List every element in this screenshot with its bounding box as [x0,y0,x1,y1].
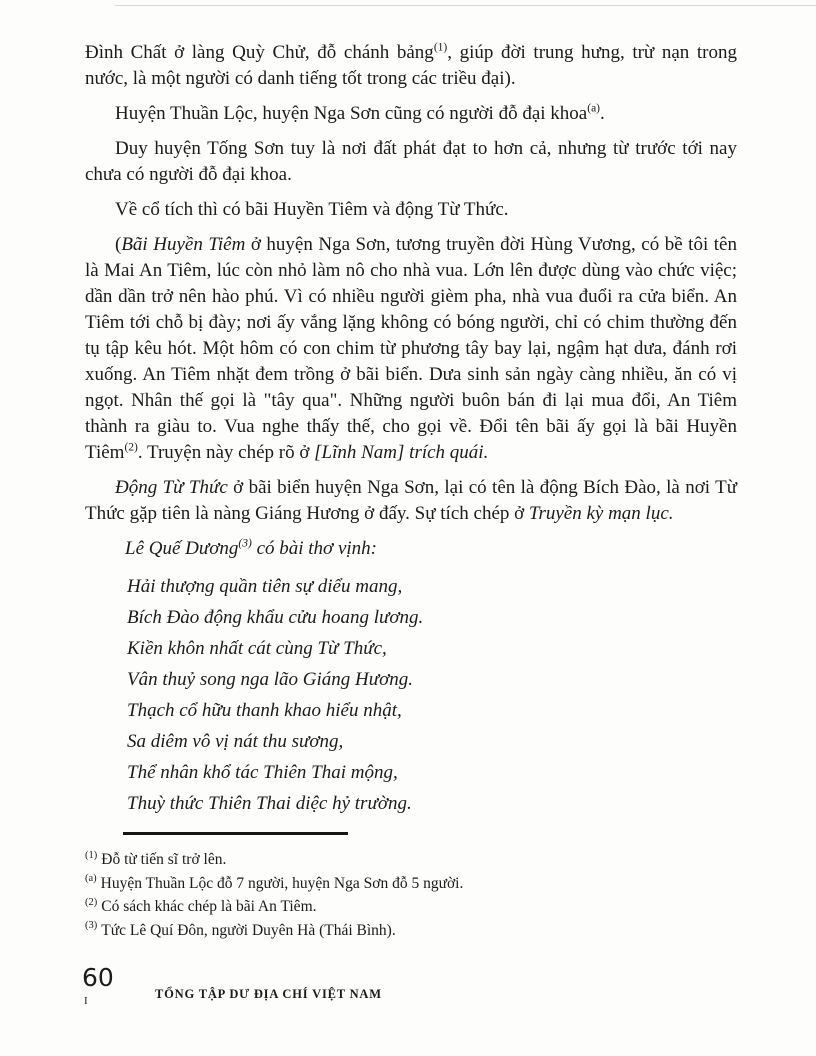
page-footer [80,963,736,1023]
poem [85,574,737,817]
footnote [85,919,737,943]
paragraph-text: Đình Chất ở làng Quỳ Chử, đỗ chánh bảng [85,42,434,63]
italic-book-title: [Lĩnh Nam] trích quái. [314,442,489,463]
footnote-ref-3: (3) [238,537,252,550]
poem-intro [85,536,737,562]
paragraph-dong-tu-thuc [85,475,737,527]
footnote-text: Tức Lê Quí Đôn, người Duyên Hà (Thái Bình). [101,921,396,939]
footnote-separator [123,832,348,835]
page-number: 60 [82,963,114,992]
poem-line: Thuỳ thức Thiên Thai diệc hỷ trường. [127,793,412,814]
footnote-ref-1: (1) [433,41,448,54]
paragraph-text: Huyện Thuần Lộc, huyện Nga Sơn cũng có người đỗ đại khoa [115,103,588,124]
poem-intro-text: Lê Quế Dương [125,538,239,559]
footnote [85,895,737,919]
paragraph-tong-son: Duy huyện Tống Sơn tuy là nơi đất phát đạt to hơn cả, nhưng từ trước tới nay chưa có người đỗ đại khoa. [85,138,737,185]
paragraph-text: ở huyện Nga Sơn, tương truyền đời Hùng Vương, có bề tôi tên là Mai An Tiêm, lúc còn nhỏ làm nô cho nhà vua. Lớn lên được dùng vào chức việc; dần dần trở nên hào phú. Vì có nhiều người gièm pha, nhà vua đuổi ra cửa biển. An Tiêm tới chỗ bị đày; nơi ấy vắng lặng không có bóng người, chỉ có chim thường đến tụ tập kêu hót. Một hôm có con chim từ phương tây bay lại, ngậm hạt dưa, đánh rơi xuống. An Tiêm nhặt đem trồng ở bãi biển. Dưa sinh sản ngày càng nhiều, ăn có vị ngọt. Nhân thế gọi là "tây qua". Những người buôn bán đi lại mua đổi, An Tiêm thành ra giàu to. Vua nghe thấy thế, cho gọi về. Đổi tên bãi ấy gọi là bãi Huyền Tiêm [85,234,737,463]
paragraph-co-tich: Về cổ tích thì có bãi Huyền Tiêm và động Từ Thức. [115,199,509,220]
volume-mark: I [84,995,88,1007]
footnote-marker: (2) [85,896,98,908]
paragraph-text: , giúp đời trung hưng, trừ nạn trong nước, là một người có danh tiếng tốt trong các triều đại). [85,42,737,89]
scan-artifact-line [115,5,816,6]
footnote-marker: (1) [85,849,98,861]
poem-line: Thể nhân khổ tác Thiên Thai mộng, [127,762,398,783]
paragraph-text: ở bãi biển huyện Nga Sơn, lại có tên là động Bích Đào, là nơi Từ Thức gặp tiên là nàng Giáng Hương ở đấy. Sự tích chép ở [85,477,737,524]
text-block [85,40,737,942]
paragraph-text: . Truyện này chép rõ ở [137,442,315,463]
poem-line: Bích Đào động khẩu cửu hoang lương. [127,607,424,628]
footnote-text: Đỗ từ tiến sĩ trở lên. [101,851,227,868]
footnote-text: Huyện Thuần Lộc đỗ 7 người, huyện Nga Sơn đỗ 5 người. [100,874,464,892]
italic-title: Động Từ Thức [115,477,228,498]
poem-line: Vân thuỷ song nga lão Giáng Hương. [127,669,413,690]
poem-line: Kiền khôn nhất cát cùng Từ Thức, [127,638,387,659]
poem-line: Hải thượng quần tiên sự diểu mang, [127,576,403,597]
poem-intro-text: có bài thơ vịnh: [251,538,377,559]
footnote-text: Có sách khác chép là bãi An Tiêm. [101,898,317,915]
footnote-ref-2: (2) [124,441,138,454]
footnotes [85,848,737,942]
footnote-marker: (a) [85,873,97,885]
paragraph-text: . [600,103,605,124]
footnote [85,848,737,872]
footnote-marker: (3) [85,920,98,932]
poem-line: Sa diêm vô vị nát thu sương, [127,731,344,752]
footnote [85,872,737,896]
book-title: TỔNG TẬP DƯ ĐỊA CHÍ VIỆT NAM [155,987,382,1001]
italic-book-title: Truyền kỳ mạn lục. [528,503,674,524]
paragraph-thuan-loc [85,101,737,127]
poem-line: Thạch cổ hữu thanh khao hiểu nhật, [127,700,402,721]
italic-title: Bãi Huyền Tiêm [121,234,246,255]
paragraph-continuation [85,40,737,92]
paragraph-text: ( [115,234,122,255]
footnote-ref-a: (a) [587,102,600,115]
paragraph-bai-huyen-tiem [85,232,737,466]
